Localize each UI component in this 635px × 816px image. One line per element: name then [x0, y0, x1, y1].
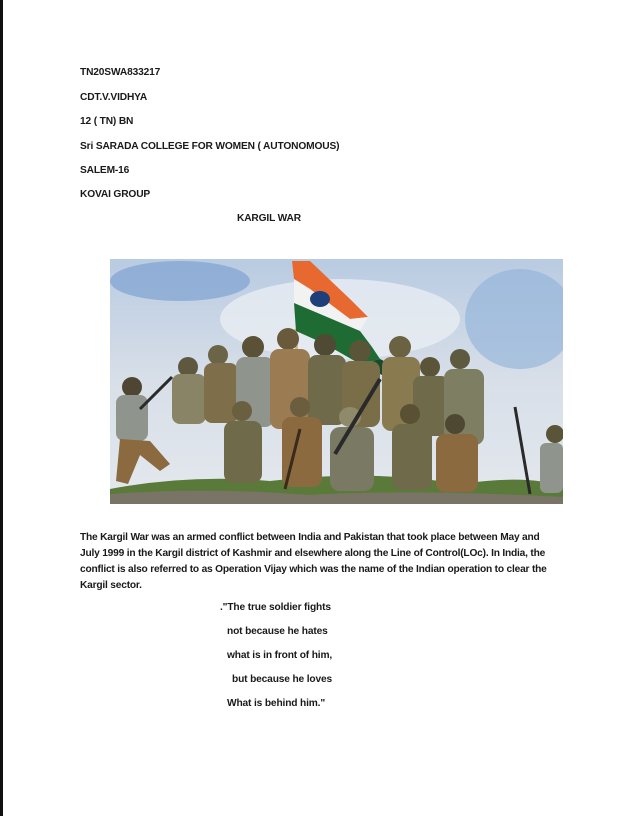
city: SALEM-16: [80, 165, 130, 176]
group-name: KOVAI GROUP: [80, 189, 151, 200]
kargil-war-photo: [110, 259, 563, 504]
paragraph-line: The Kargil War was an armed conflict between India and Pakistan that took place between May and: [80, 532, 540, 543]
paragraph-line: conflict is also referred to as Operation Vijay which was the name of the Indian operation to clear the: [80, 564, 547, 575]
quote-line: not because he hates: [227, 626, 328, 637]
paragraph-line: July 1999 in the Kargil district of Kashmir and elsewhere along the Line of Control(LOc). In India, the: [80, 548, 546, 559]
quote-line: ."The true soldier fights: [220, 602, 331, 613]
quote-line: but because he loves: [232, 674, 333, 685]
quote-line: What is behind him.": [227, 698, 326, 709]
intro-paragraph: [80, 530, 580, 594]
paragraph-line: Kargil sector.: [80, 580, 142, 591]
cadet-name: CDT.V.VIDHYA: [80, 92, 148, 103]
cadet-number: TN20SWA833217: [80, 67, 161, 78]
college-name: Sri SARADA COLLEGE FOR WOMEN ( AUTONOMOUS): [80, 141, 340, 152]
flag-chakra: [310, 291, 330, 307]
photo-illustration: [110, 259, 563, 504]
battalion: 12 ( TN) BN: [80, 116, 134, 127]
quote-line: what is in front of him,: [227, 650, 333, 661]
cloud-blue-left: [110, 261, 250, 301]
document-page: [3, 0, 635, 816]
document-title: KARGIL WAR: [237, 213, 301, 224]
